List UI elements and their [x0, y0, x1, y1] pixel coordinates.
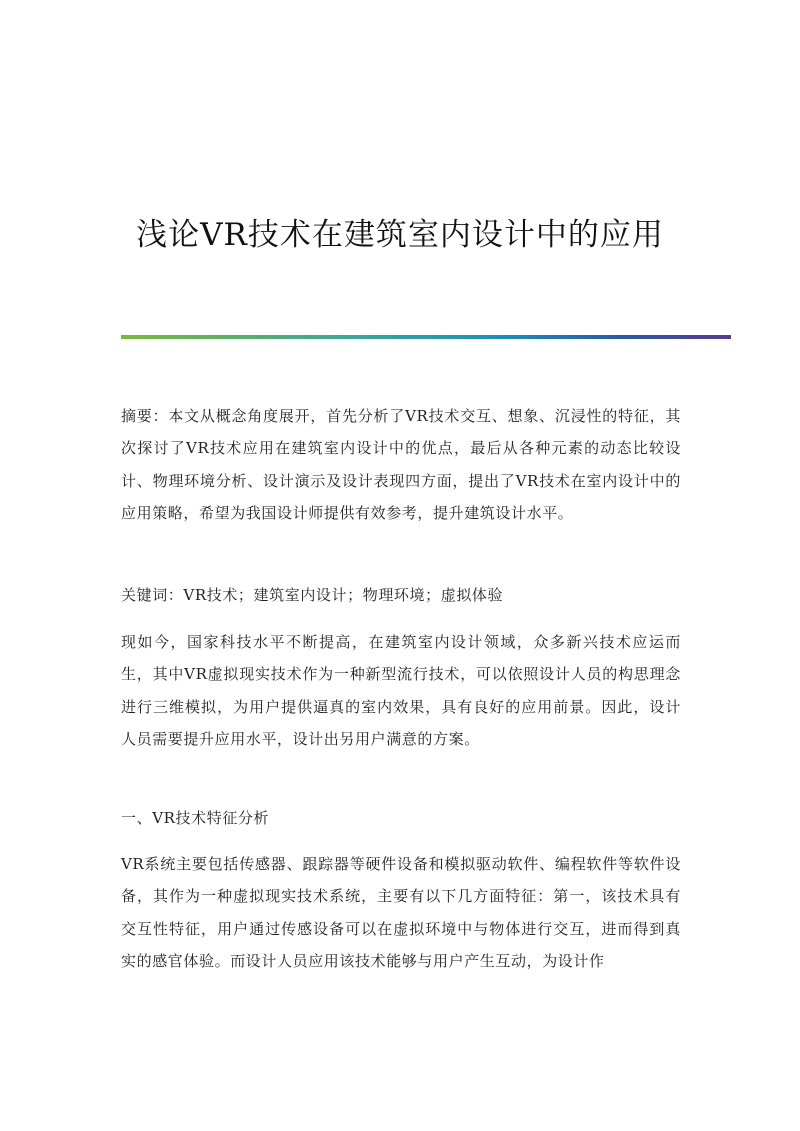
keywords-section	[121, 579, 681, 611]
abstract-section	[121, 400, 681, 530]
keywords-line: 关键词：VR技术；建筑室内设计；物理环境；虚拟体验	[121, 586, 504, 604]
intro-section	[121, 626, 681, 756]
abstract-paragraph: 摘要：本文从概念角度展开，首先分析了VR技术交互、想象、沉浸性的特征，其次探讨了VR技术应用在建筑室内设计中的优点，最后从各种元素的动态比较设计、物理环境分析、设计演示及设计表现四方面，提出了VR技术在室内设计中的应用策略，希望为我国设计师提供有效参考，提升建筑设计水平。	[121, 407, 681, 523]
section-heading	[121, 802, 681, 834]
section1-body	[121, 848, 681, 978]
section1-heading: 一、VR技术特征分析	[121, 809, 270, 827]
title-divider	[121, 335, 731, 339]
document-title: 浅论VR技术在建筑室内设计中的应用	[136, 216, 664, 253]
section1-paragraph: VR系统主要包括传感器、跟踪器等硬件设备和模拟驱动软件、编程软件等软件设备，其作为一种虚拟现实技术系统，主要有以下几方面特征：第一，该技术具有交互性特征，用户通过传感设备可以在虚拟环境中与物体进行交互，进而得到真实的感官体验。而设计人员应用该技术能够与用户产生互动，为设计作	[121, 855, 681, 971]
intro-paragraph: 现如今，国家科技水平不断提高，在建筑室内设计领域，众多新兴技术应运而生，其中VR虚拟现实技术作为一种新型流行技术，可以依照设计人员的构思理念进行三维模拟，为用户提供逼真的室内效果，具有良好的应用前景。因此，设计人员需要提升应用水平，设计出另用户满意的方案。	[121, 633, 681, 749]
